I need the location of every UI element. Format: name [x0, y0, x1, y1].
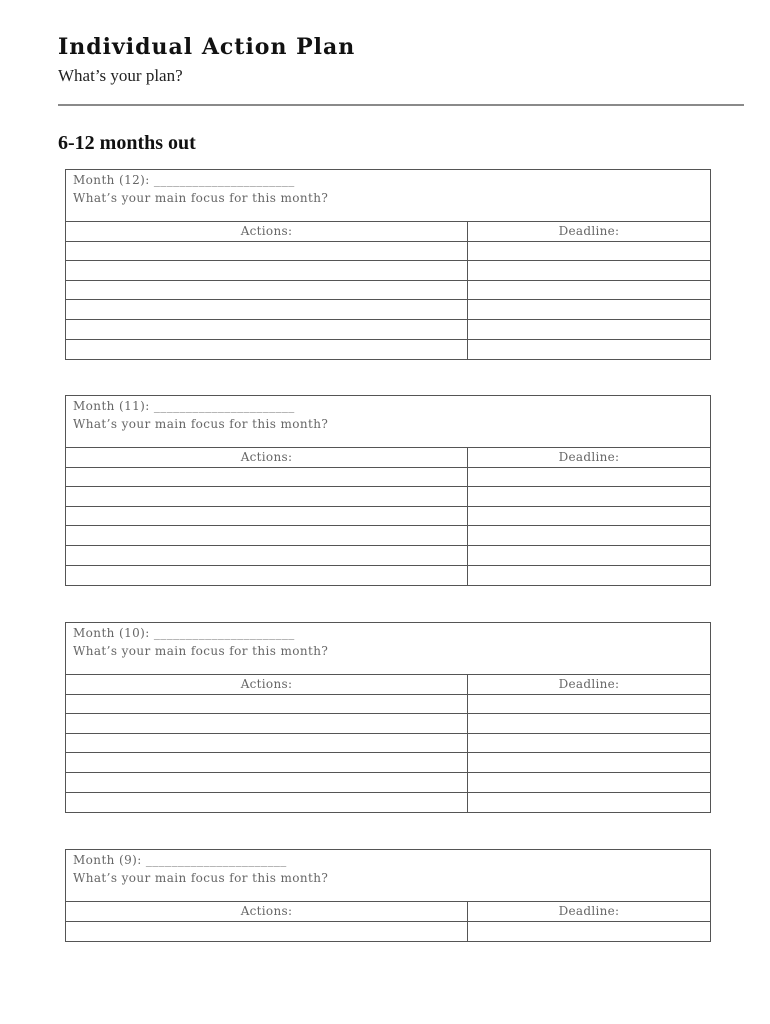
- deadline-cell[interactable]: [468, 526, 710, 545]
- actions-column-header: Actions:: [66, 675, 468, 694]
- month-label[interactable]: Month (9): ______________________: [73, 853, 287, 867]
- table-row: [66, 793, 710, 813]
- action-cell[interactable]: [66, 468, 468, 487]
- month-block-12: [65, 169, 711, 360]
- table-row: [66, 773, 710, 793]
- action-cell[interactable]: [66, 734, 468, 753]
- page-title: Individual Action Plan: [58, 34, 356, 60]
- action-cell[interactable]: [66, 773, 468, 792]
- deadline-column-header: Deadline:: [558, 450, 620, 464]
- table-header-row: [66, 222, 710, 242]
- table-row: [66, 526, 710, 546]
- deadline-cell[interactable]: [468, 242, 710, 261]
- deadline-cell[interactable]: [468, 695, 710, 714]
- table-row: [66, 714, 710, 734]
- table-row: [66, 340, 710, 360]
- deadline-cell[interactable]: [468, 793, 710, 813]
- focus-prompt[interactable]: What’s your main focus for this month?: [73, 643, 329, 658]
- deadline-column-header: Deadline:: [558, 904, 620, 918]
- actions-table: [66, 675, 710, 812]
- action-cell[interactable]: [66, 546, 468, 565]
- deadline-cell[interactable]: [468, 320, 710, 339]
- month-block-header: [66, 850, 710, 902]
- month-block-header: [66, 396, 710, 448]
- section-title: 6-12 months out: [58, 132, 196, 154]
- deadline-cell[interactable]: [468, 714, 710, 733]
- deadline-column-header: Deadline:: [558, 677, 620, 691]
- actions-table: [66, 448, 710, 585]
- table-row: [66, 281, 710, 301]
- deadline-cell[interactable]: [468, 922, 710, 942]
- deadline-cell[interactable]: [468, 487, 710, 506]
- action-cell[interactable]: [66, 340, 468, 360]
- focus-prompt[interactable]: What’s your main focus for this month?: [73, 190, 329, 205]
- month-block-9: [65, 849, 711, 942]
- deadline-cell[interactable]: [468, 507, 710, 526]
- table-row: [66, 546, 710, 566]
- deadline-cell[interactable]: [468, 546, 710, 565]
- action-cell[interactable]: [66, 281, 468, 300]
- action-cell[interactable]: [66, 507, 468, 526]
- table-row: [66, 468, 710, 488]
- table-row: [66, 566, 710, 586]
- table-row: [66, 242, 710, 262]
- table-row: [66, 320, 710, 340]
- deadline-column-header: Deadline:: [558, 224, 620, 238]
- action-cell[interactable]: [66, 922, 468, 942]
- month-block-header: [66, 623, 710, 675]
- table-header-row: [66, 675, 710, 695]
- table-row: [66, 734, 710, 754]
- table-row: [66, 695, 710, 715]
- table-header-row: [66, 448, 710, 468]
- actions-column-header: Actions:: [66, 222, 468, 241]
- deadline-cell[interactable]: [468, 300, 710, 319]
- action-cell[interactable]: [66, 695, 468, 714]
- actions-column-header: Actions:: [66, 448, 468, 467]
- month-label[interactable]: Month (12): ______________________: [73, 173, 295, 187]
- action-cell[interactable]: [66, 714, 468, 733]
- action-cell[interactable]: [66, 300, 468, 319]
- table-row: [66, 487, 710, 507]
- focus-prompt[interactable]: What’s your main focus for this month?: [73, 416, 329, 431]
- header-divider: [58, 104, 744, 106]
- action-cell[interactable]: [66, 793, 468, 813]
- actions-column-header: Actions:: [66, 902, 468, 921]
- action-cell[interactable]: [66, 261, 468, 280]
- deadline-cell[interactable]: [468, 566, 710, 586]
- deadline-cell[interactable]: [468, 734, 710, 753]
- table-header-row: [66, 902, 710, 922]
- month-block-10: [65, 622, 711, 813]
- action-cell[interactable]: [66, 753, 468, 772]
- table-row: [66, 261, 710, 281]
- page-subtitle: What’s your plan?: [58, 66, 183, 85]
- month-label[interactable]: Month (11): ______________________: [73, 399, 295, 413]
- deadline-cell[interactable]: [468, 753, 710, 772]
- deadline-cell[interactable]: [468, 281, 710, 300]
- table-row: [66, 922, 710, 942]
- action-cell[interactable]: [66, 242, 468, 261]
- deadline-cell[interactable]: [468, 773, 710, 792]
- action-cell[interactable]: [66, 487, 468, 506]
- month-label[interactable]: Month (10): ______________________: [73, 626, 295, 640]
- table-row: [66, 753, 710, 773]
- action-cell[interactable]: [66, 566, 468, 586]
- deadline-cell[interactable]: [468, 468, 710, 487]
- deadline-cell[interactable]: [468, 261, 710, 280]
- table-row: [66, 300, 710, 320]
- actions-table: [66, 222, 710, 359]
- month-block-11: [65, 395, 711, 586]
- actions-table: [66, 902, 710, 941]
- month-block-header: [66, 170, 710, 222]
- deadline-cell[interactable]: [468, 340, 710, 360]
- focus-prompt[interactable]: What’s your main focus for this month?: [73, 870, 329, 885]
- table-row: [66, 507, 710, 527]
- action-cell[interactable]: [66, 526, 468, 545]
- action-cell[interactable]: [66, 320, 468, 339]
